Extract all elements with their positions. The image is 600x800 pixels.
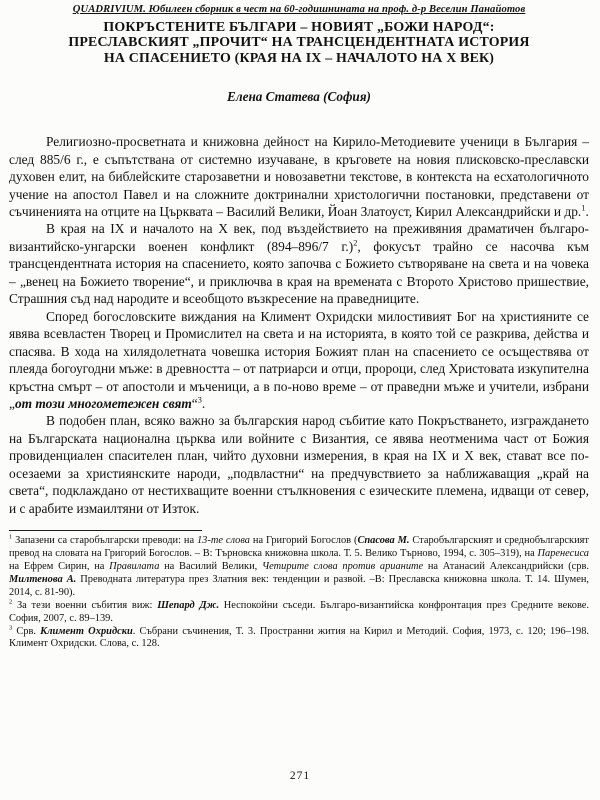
cited-author: Милтенова А. — [9, 573, 77, 585]
running-header: QUADRIVIUM. Юбилеен сборник в чест на 60-годишнината на проф. д-р Веселин Панайотов — [72, 4, 526, 15]
cited-author: Климент Охридски — [40, 625, 133, 637]
footnote-separator — [9, 530, 202, 531]
footnote-reference: 2 — [353, 238, 358, 248]
body-paragraph — [9, 133, 589, 220]
footnote-marker: 1 — [9, 533, 13, 541]
footnote-text: на Ефрем Сирин, на — [9, 561, 110, 572]
body-paragraph — [9, 220, 589, 307]
footnote-text: За тези военни събития виж: — [12, 599, 158, 611]
footnote-text: Преводната литература през Златния век: тенденции и развой. –В: Преславска книжовна школа. Т. 14. Шумен, 2014, с. 81-90). — [9, 573, 590, 598]
footnote — [9, 626, 589, 652]
paragraph-text: В подобен план, всяко важно за българския народ събитие като Покръстването, изграждането на Българската национална църква или войните с Византия, се явява неотменима част от Божия провиденциален спасителен план, чийто духовни измерения, в края на IX и X век, стават все по-осезаеми за християнските народи, „подвластни“ на предчувствието за наближаващия „край на света“, подклаждано от нестихващите военни стълкновения с езическите племена, идващи от север, и с арабите измаилтяни от Изток. — [9, 413, 589, 516]
footnote — [9, 600, 589, 626]
work-title: Четирите слова против арианите — [261, 561, 424, 572]
footnotes-section — [9, 530, 589, 651]
footnote-reference: 1 — [581, 203, 586, 213]
footnote — [9, 535, 589, 600]
article-title — [9, 20, 589, 66]
footnote-text: на Василий Велики, — [159, 561, 262, 572]
title-line: ПРЕСЛАВСКИЯТ „ПРОЧИТ“ НА ТРАНСЦЕНДЕНТНАТА ИСТОРИЯ — [68, 35, 530, 51]
footnote-reference: 3 — [197, 395, 202, 405]
work-title: Паренесиса — [537, 548, 589, 560]
body-paragraph — [9, 412, 589, 517]
paragraph-text: . — [585, 204, 589, 220]
cited-author: Спасова М. — [357, 535, 410, 547]
page-number: 271 — [289, 770, 311, 782]
footnote-text: Неспокойни съседи. Българо-византийска конфронтация през Средните векове. София, 2007, с. 89–139. — [9, 599, 589, 624]
paragraph-text: , фокусът трайно се насочва към трансцендентната история на спасението, която започва с Божието сътворяване на света и на човека – „венец на Божието творение“, и приключва в края на времената с Второто Христово пришествие, Страшния съд над народите и всеобщото възкресение на праведниците. — [9, 238, 589, 307]
work-title: Правилата — [109, 561, 160, 572]
footnote-marker: 3 — [9, 624, 13, 632]
title-line: ПОКРЪСТЕНИТЕ БЪЛГАРИ – НОВИЯТ „БОЖИ НАРОД“: — [103, 20, 495, 35]
paragraph-text: Религиозно-просветната и книжовна дейност на Кирило-Методиевите ученици в България – след 885/6 г., е съпътствана от системно изучаване, в кръговете на новия плисковско-преславски духовен елит, на библейските старозаветни и новозаветни текстове, в контекста на есхатологичното учение на апостол Павел и на сложните доктринални христологични постановки, представени от съчиненията на отците на Църквата – Василий Велики, Йоан Златоуст, Кирил Александрийски и др. — [9, 134, 589, 220]
paragraph-text: . — [201, 396, 206, 412]
paragraph-text: “ — [191, 396, 198, 412]
footnote-text: на Атанасий Александрийски (срв. — [423, 561, 589, 572]
footnote-text: на Григорий Богослов ( — [249, 535, 358, 547]
cited-author: Шепард Дж. — [157, 599, 220, 611]
quoted-phrase: от този многометежен свят — [14, 396, 192, 412]
title-line: НА СПАСЕНИЕТО (КРАЯ НА IX – НАЧАЛОТО НА X ВЕК) — [103, 50, 495, 66]
work-title: 13-те слова — [196, 535, 250, 547]
footnote-marker: 2 — [9, 598, 13, 606]
footnote-text: Запазени са старобългарски преводи: на — [12, 535, 197, 547]
paragraph-text: Според богословските виждания на Климент Охридски милостивият Бог на християните се явява всевластен Творец и Промислител на света и на историята, в която той се разкрива, действа и спасява. В хода на хилядолетната човешка история Божият план на спасението се осъществява от плеяда богоугодни мъже: в древността – от патриарси и отци, пророци, след Христовата изкупителна кръстна смърт – от апостоли и мъченици, а в по-ново време – от праведни мъже и учители, избрани „ — [9, 308, 589, 412]
footnote-text: Срв. — [12, 625, 41, 637]
footnote-text: . Събрани съчинения, Т. 3. Пространни жития на Кирил и Методий. София, 1973, с. 120; 196–198. Климент Охридски. Слова, с. 128. — [9, 625, 589, 650]
author-byline: Елена Статева (София) — [227, 89, 371, 105]
footnote-text: Старобългарският и среднобългарският превод на словата на Григорий Богослов. – В: Търновска книжовна школа. Т. 5. Велико Търново, 1994, с. 305–319), на — [9, 535, 589, 560]
article-body — [9, 133, 589, 517]
body-paragraph — [9, 308, 589, 413]
paragraph-text: В края на IX и началото на X век, под въздействието на преживяния драматичен българо-византийско-унгарски военен конфликт (894–896/7 г.) — [9, 221, 589, 254]
